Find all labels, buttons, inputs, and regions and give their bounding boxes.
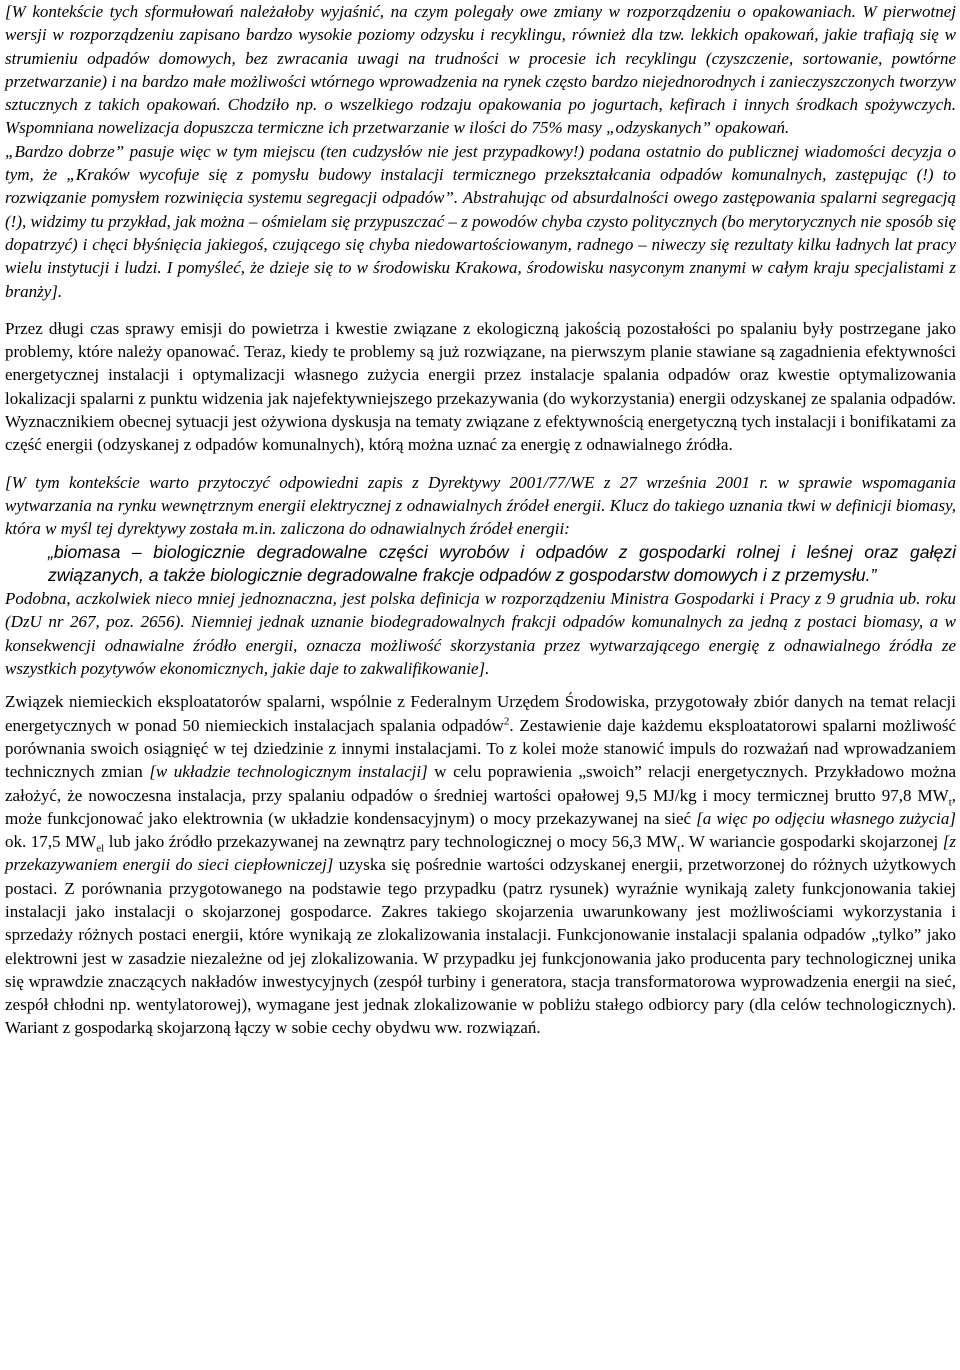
paragraph-packaging-regulation-comment <box>5 0 956 303</box>
text-segment: ok. 17,5 MW <box>5 832 97 852</box>
text-segment: . W wariancie gospodarki skojarzonej <box>680 832 943 852</box>
text-segment: . Zestawienie daje każdemu eksploatatorowi spalarni możliwość porównania swoich osiągnięć w tej dziedzinie z innymi instalacjami. To z kolei może stanowić impuls do rozważań nad wprowadzaniem technicznych zmian <box>5 715 956 782</box>
subscript-electric: el <box>96 842 105 855</box>
polish-definition-text: Podobna, aczkolwiek nieco mniej jednoznaczna, jest polska definicja w rozporządzeniu Ministra Gospodarki i Pracy z 9 grudnia ub. roku (DzU nr 267, poz. 2656). Niemniej jednak uznanie biodegradowalnych frakcji odpadów komunalnych za jedną z postaci biomasy, a w konsekwencji odnawialne źródło energii, oznacza możliwość skorzystania przez wytwarzającego energię z odnawialnego źródła ze wszystkich pozytywów ekonomicznych, jakie daje to zakwalifikowanie]. <box>5 589 956 679</box>
subscript-thermal: t <box>677 842 681 855</box>
italic-insert: [w układzie technologicznym instalacji] <box>149 762 428 782</box>
paragraph-directive-intro <box>5 471 956 541</box>
italic-insert: [a więc po odjęciu własnego zużycia] <box>696 808 956 828</box>
paragraph-german-data <box>5 690 956 1039</box>
paragraph-energy-efficiency: Przez długi czas sprawy emisji do powietrza i kwestie związane z ekologiczną jakością pozostałości po spalaniu były postrzegane jako problemy, które należy opanować. Teraz, kiedy te problemy są już rozwiązane, na pierwszym planie stawiane są zagadnienia efektywności energetycznej instalacji i optymalizacji własnego zużycia energii przez instalacje spalania odpadów oraz kwestie optymalizowania lokalizacji spalarni z punktu widzenia jak najefektywniejszego przekazywania (do wykorzystania) energii odzyskanej ze spalania odpadów. Wyznacznikiem obecnej sytuacji jest ożywiona dyskusja na tematy związane z efektywnością energetyczną tych instalacji i bonifikatami za część energii (odzyskanej z odpadów komunalnych), którą można uznać za energię z odnawialnego źródła. <box>5 318 956 455</box>
subscript-thermal: t <box>948 795 952 808</box>
text-segment: w celu poprawienia „swoich” relacji energetycznych. Przykładowo można założyć, że nowoczesna instalacja, przy spalaniu odpadów o średniej wartości opałowej 9,5 MJ/kg i mocy termicznej brutto 97,8 MW <box>5 762 957 805</box>
italic-insert: [z przekazywaniem energii do sieci ciepłowniczej] <box>5 832 957 875</box>
text-segment: lub jako źródło przekazywanej na zewnątrz pary technologicznej o mocy 56,3 MW <box>104 832 678 852</box>
paragraph-polish-definition <box>5 587 956 680</box>
footnote-marker[interactable]: 2 <box>503 714 510 727</box>
text-segment: Związek niemieckich eksploatatorów spalarni, wspólnie z Federalnym Urzędem Środowiska, przygotowały zbiór danych na temat relacji energetycznych w ponad 50 niemieckich instalacjach spalania odpadów <box>5 692 956 735</box>
packaging-regulation-text: [W kontekście tych sformułowań należałoby wyjaśnić, na czym polegały owe zmiany w rozporządzeniu o opakowaniach. W pierwotnej wersji w rozporządzeniu zapisano bardzo wysokie poziomy odzysku i recyklingu, również dla tzw. lekkich opakowań, jakie trafiają się w strumieniu odpadów domowych, bez zwracania uwagi na trudności w procesie ich recyklingu (czyszczenie, sortowanie, powtórne przetwarzanie) i na bardzo małe możliwości wtórnego wprowadzenia na rynek często bardzo niejednorodnych i zanieczyszczonych tworzyw sztucznych z takich opakowań. Chodziło np. o wszelkiego rodzaju opakowania po jogurtach, kefirach i innych środkach spożywczych. Wspomniana nowelizacja dopuszcza termiczne ich przetwarzanie w ilości do 75% masy „odzyskanych” opakowań. <box>5 2 956 138</box>
biomass-definition-quote: „biomasa – biologicznie degradowalne części wyrobów i odpadów z gospodarki rolnej i leśnej oraz gałęzi związanych, a także biologicznie degradowalne frakcje odpadów z gospodarstw domowych i z przemysłu.” <box>48 541 956 585</box>
directive-intro-text: [W tym kontekście warto przytoczyć odpowiedni zapis z Dyrektywy 2001/77/WE z 27 września 2001 r. w sprawie wspomagania wytwarzania na rynku wewnętrznym energii elektrycznej z odnawialnych źródeł energii. Klucz do takiego uznania tkwi w definicji biomasy, która w myśl tej dyrektywy została m.in. zaliczona do odnawialnych źródeł energii: <box>5 472 956 539</box>
krakow-decision-text: „Bardzo dobrze” pasuje więc w tym miejscu (ten cudzysłów nie jest przypadkowy!) podana ostatnio do publicznej wiadomości decyzja o tym, że „Kraków wycofuje się z pomysłu budowy instalacji termicznego przekształcania odpadów komunalnych, zastępując (!) to rozwiązanie pomysłem rozwinięcia systemu segregacji odpadów”. Abstrahując od absurdalności owego zastępowania spalarni segregacją (!), widzimy tu przykład, jak można – ośmielam się przypuszczać – z powodów chyba czysto politycznych (bo merytorycznych nie sposób się dopatrzyć) i chęci błyśnięcia jakiegoś, czującego się chyba niedowartościowanym, radnego – niweczy się rezultaty kilku ładnych lat pracy wielu instytucji i ludzi. I pomyśleć, że dzieje się to w środowisku Krakowa, środowisku nasyconym znanymi w całym kraju specjalistami z branży]. <box>5 141 956 301</box>
text-segment: uzyska się pośrednie wartości odzyskanej energii, przetworzonej do różnych użytkowych postaci. Z porównania przygotowanego na podstawie tego przypadku (patrz rysunek) wyraźnie wynikają zalety funkcjonowania takiej instalacji jako instalacji o skojarzonej gospodarce. Zakres takiego skojarzenia uwarunkowany jest możliwościami wykorzystania i sprzedaży różnych postaci energii, które wynikają ze zlokalizowania instalacji. Funkcjonowanie instalacji spalania odpadów „tylko” jako elektrowni jest w zasadzie niezależne od jej zlokalizowania. W przypadku jej funkcjonowania jako producenta pary technologicznej unika się wprawdzie znaczących nakładów inwestycyjnych (zespół turbiny i generatora, stacja transformatorowa wyprowadzenia energii na sieć, zespół chłodni np. wentylatorowej), wymagane jest jednak zlokalizowanie w pobliżu stałego odbiorcy pary (dla celów technologicznych). Wariant z gospodarką skojarzoną łączy w sobie cechy obydwu ww. rozwiązań. <box>5 855 956 1038</box>
text-segment: , może funkcjonować jako elektrownia (w układzie kondensacyjnym) o mocy przekazywanej na sieć <box>5 785 956 828</box>
